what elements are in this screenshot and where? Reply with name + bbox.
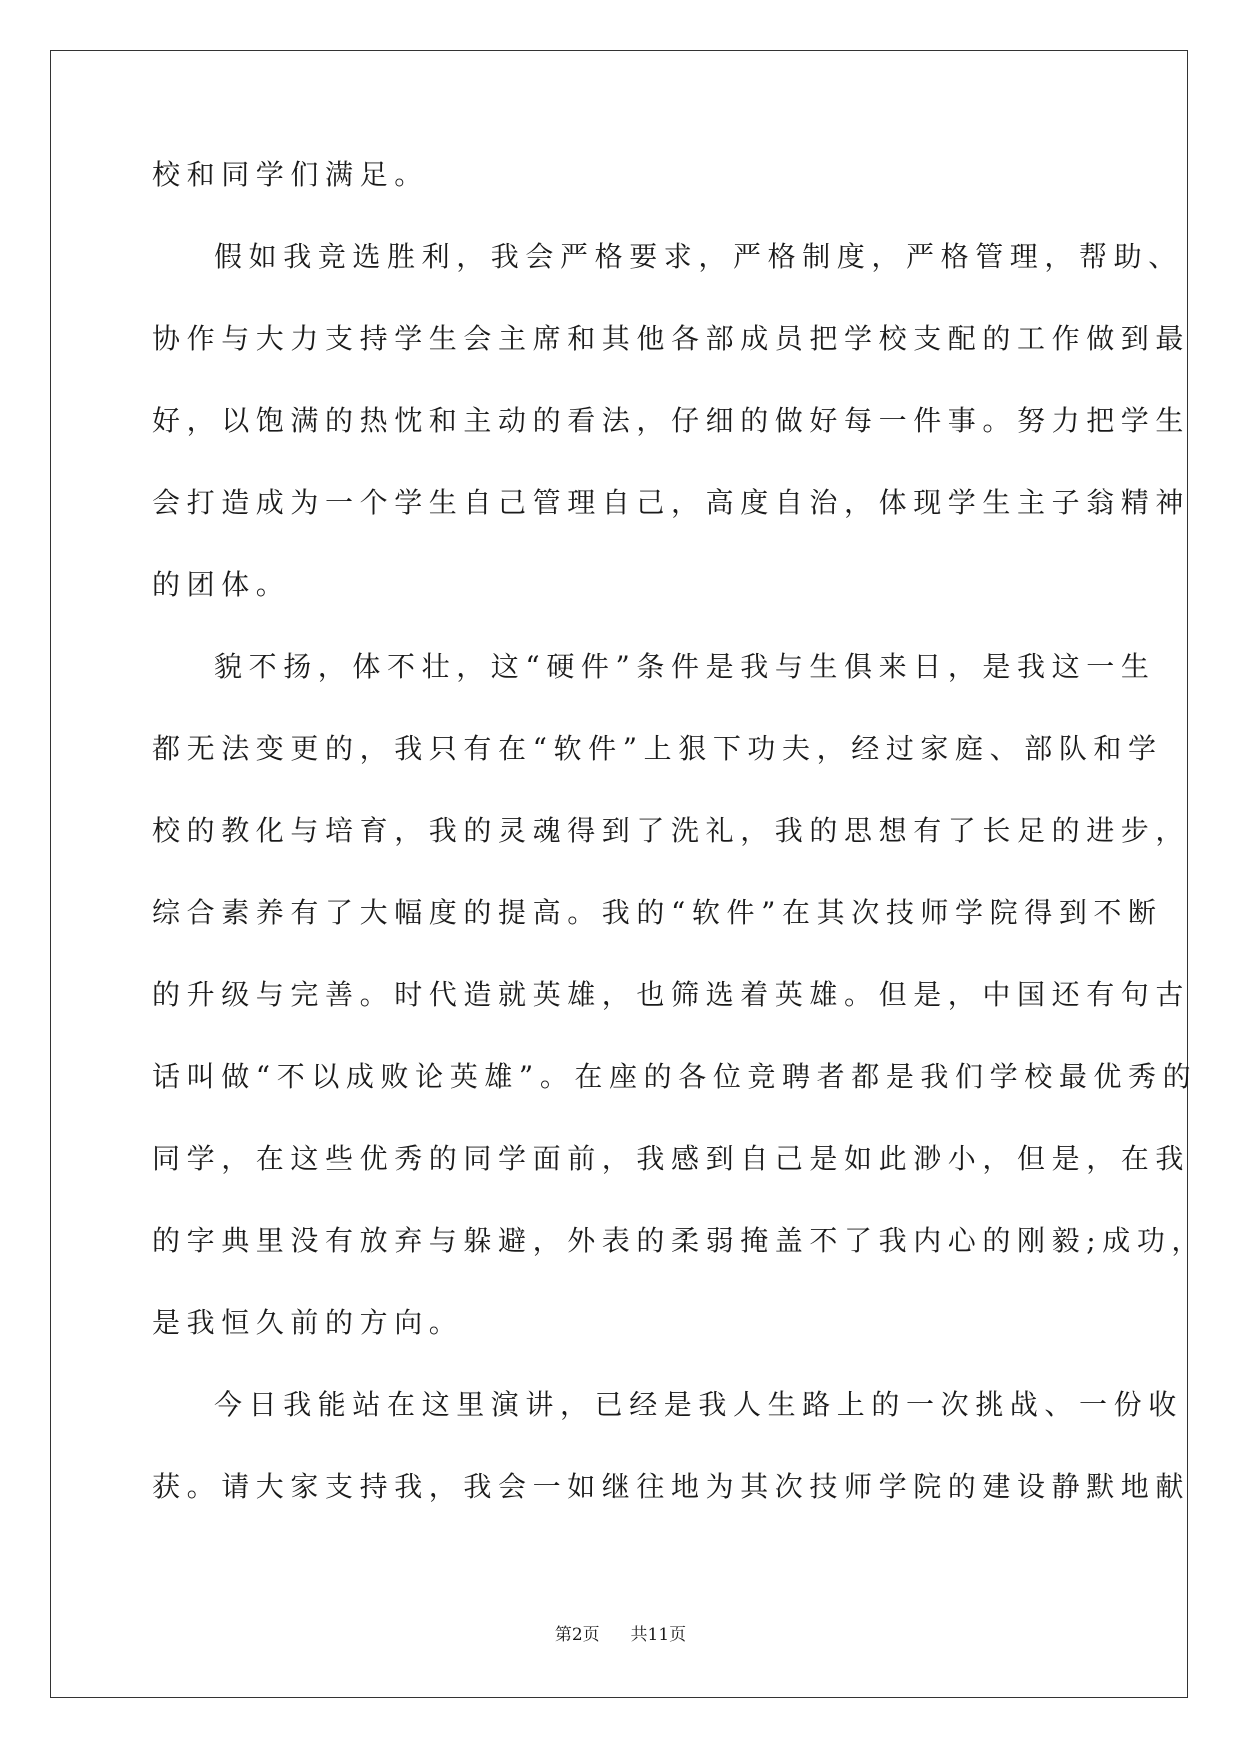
text-line: 的字典里没有放弃与躲避，外表的柔弱掩盖不了我内心的刚毅;成功， <box>152 1224 1207 1257</box>
text-line: 获。请大家支持我，我会一如继往地为其次技师学院的建设静默地献 <box>152 1470 1191 1503</box>
page-footer <box>0 1620 1241 1645</box>
text-line: 好，以饱满的热忱和主动的看法，仔细的做好每一件事。努力把学生 <box>152 404 1191 437</box>
text-line: 校和同学们满足。 <box>152 158 429 191</box>
text-line: 会打造成为一个学生自己管理自己，高度自治，体现学生主子翁精神 <box>152 486 1191 519</box>
text-line: 的团体。 <box>152 568 291 601</box>
text-line: 是我恒久前的方向。 <box>152 1306 464 1339</box>
text-line: 今日我能站在这里演讲，已经是我人生路上的一次挑战、一份收 <box>214 1388 1183 1421</box>
text-line: 校的教化与培育，我的灵魂得到了洗礼，我的思想有了长足的进步， <box>152 814 1191 847</box>
page-number-total: 共11页 <box>630 1625 687 1645</box>
text-line: 貌不扬，体不壮，这“硬件”条件是我与生俱来日，是我这一生 <box>214 650 1156 683</box>
text-line: 的升级与完善。时代造就英雄，也筛选着英雄。但是，中国还有句古 <box>152 978 1191 1011</box>
text-line: 都无法变更的，我只有在“软件”上狠下功夫，经过家庭、部队和学 <box>152 732 1163 765</box>
document-body <box>152 158 1207 1554</box>
text-line: 假如我竞选胜利，我会严格要求，严格制度，严格管理，帮助、 <box>214 240 1183 273</box>
text-line: 同学，在这些优秀的同学面前，我感到自己是如此渺小，但是，在我 <box>152 1142 1191 1175</box>
text-line: 协作与大力支持学生会主席和其他各部成员把学校支配的工作做到最 <box>152 322 1191 355</box>
text-line: 综合素养有了大幅度的提高。我的“软件”在其次技师学院得到不断 <box>152 896 1163 929</box>
text-line: 话叫做“不以成败论英雄”。在座的各位竞聘者都是我们学校最优秀的 <box>152 1060 1198 1093</box>
page-number-current: 第2页 <box>554 1625 600 1645</box>
